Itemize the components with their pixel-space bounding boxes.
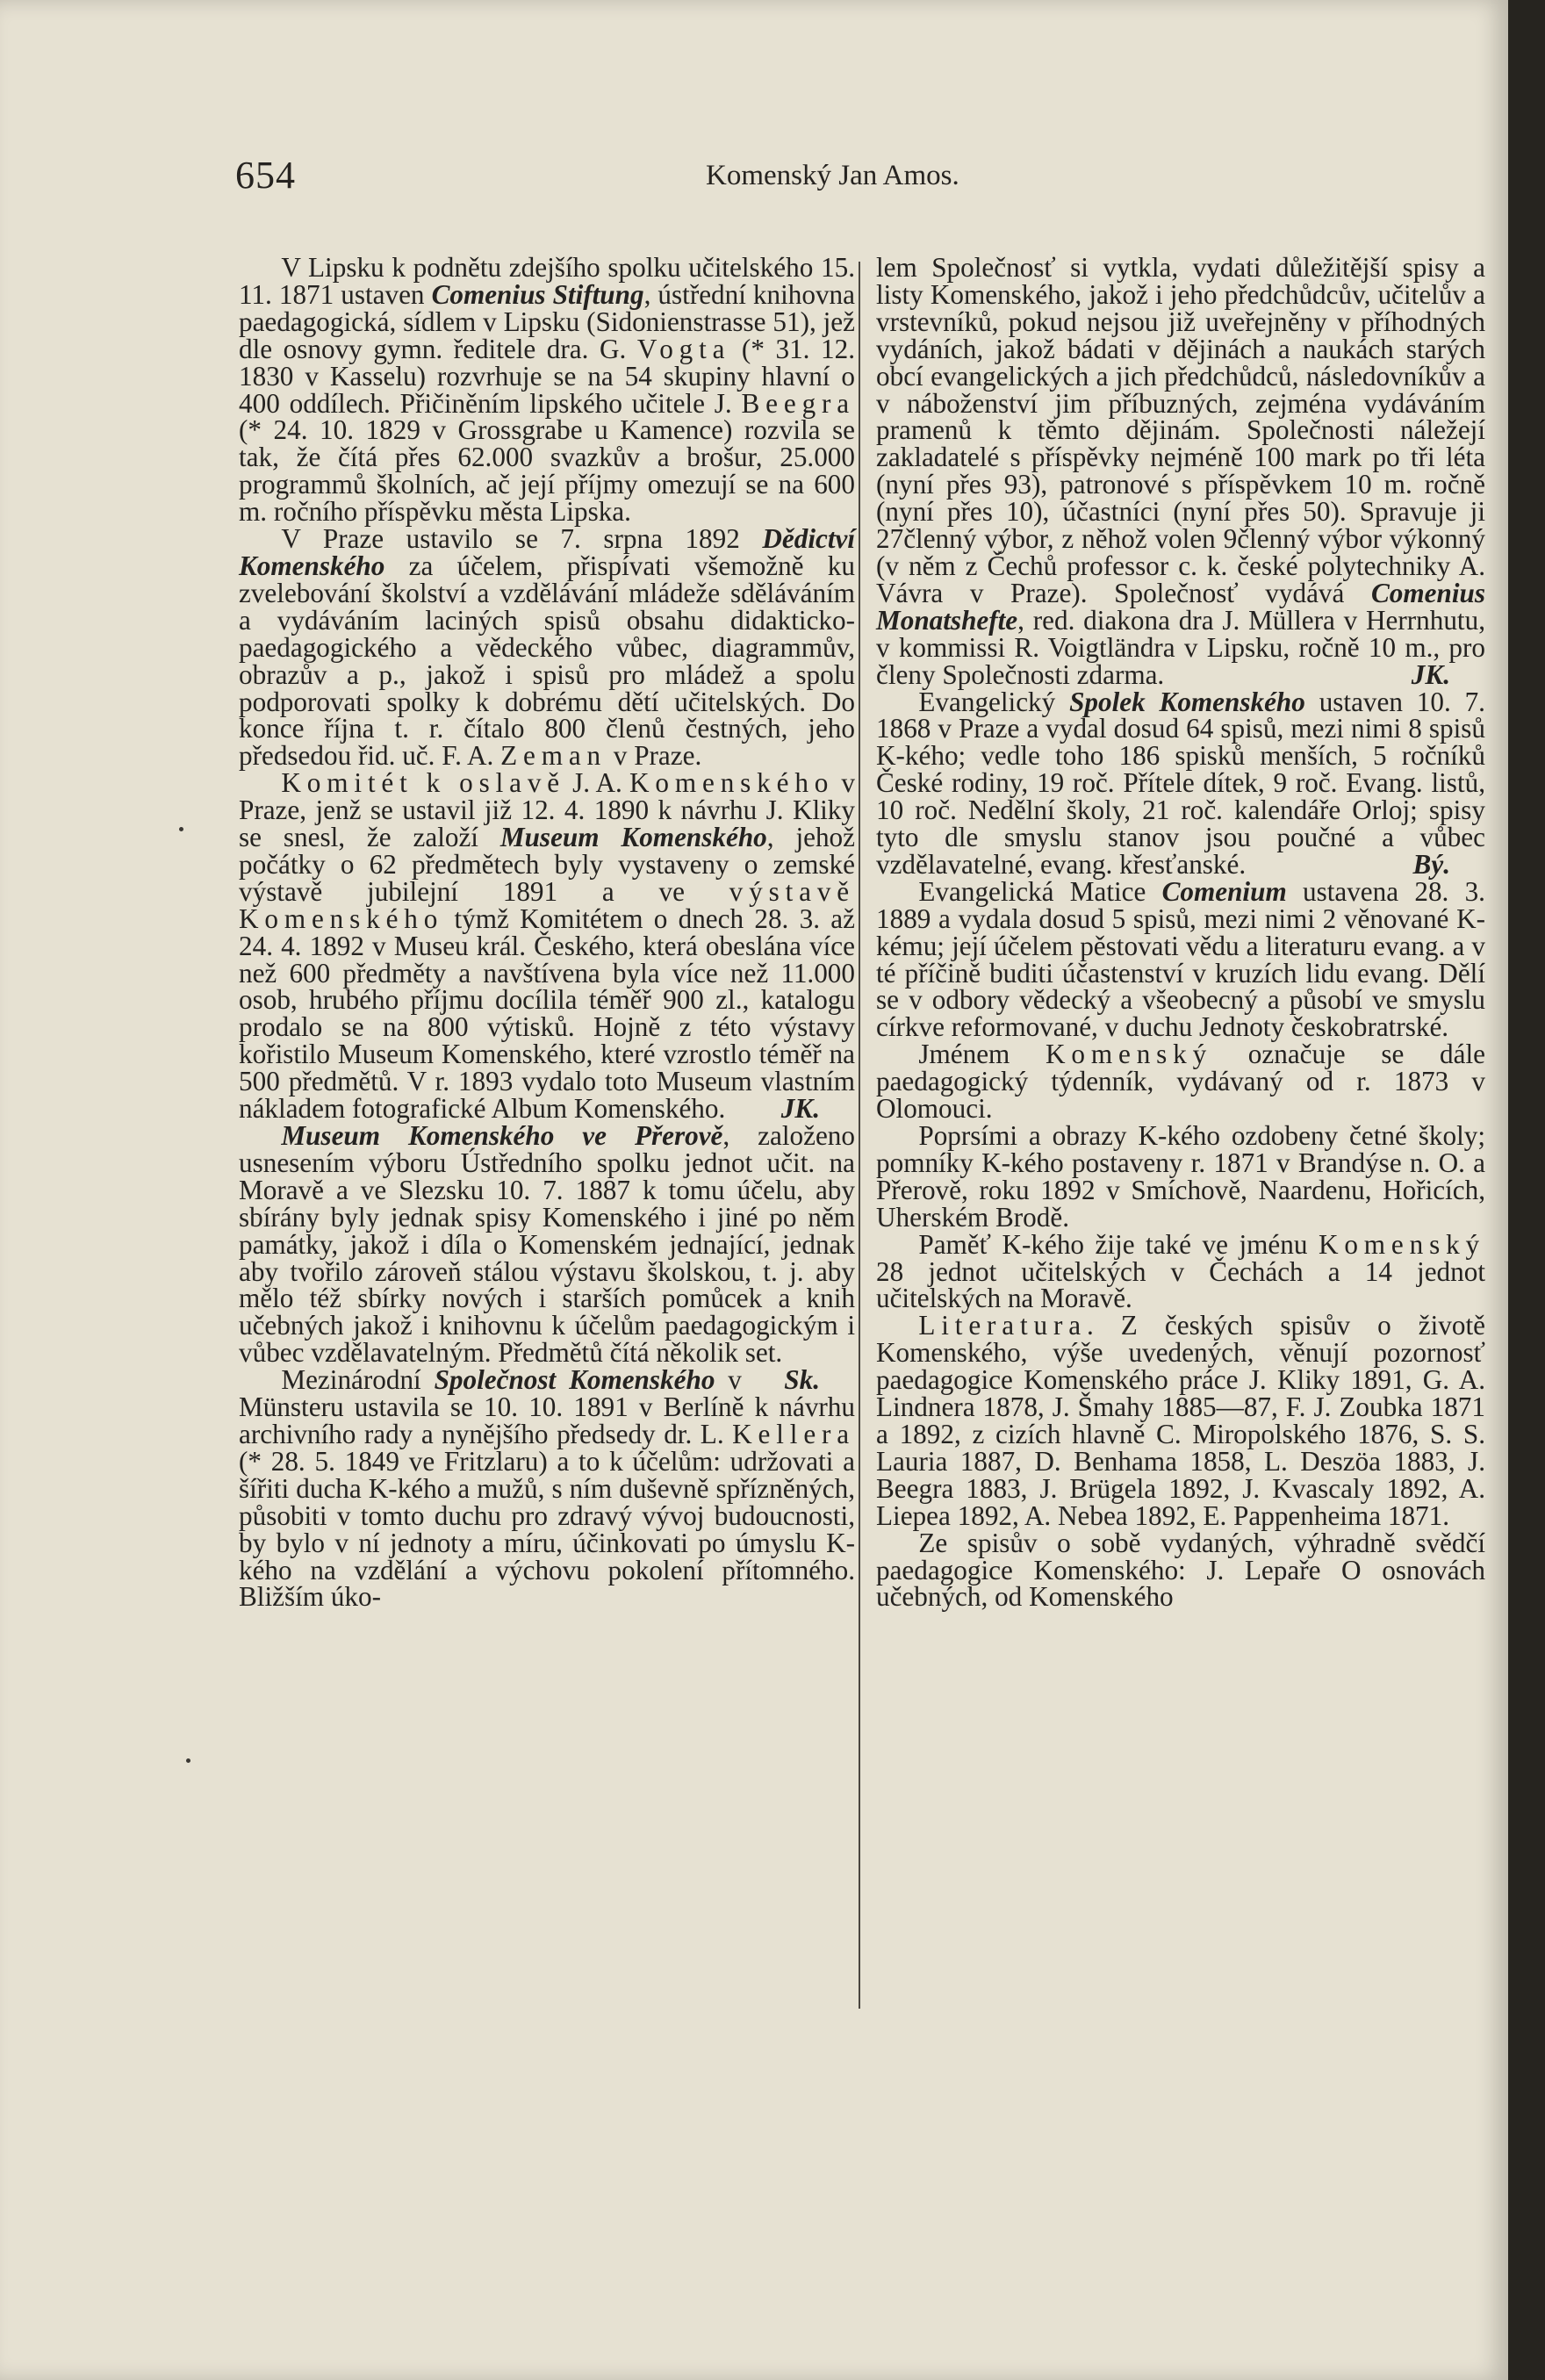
spaced-name: Komenský	[1318, 1228, 1485, 1260]
author-signature: Sk.	[784, 1364, 820, 1396]
paragraph	[876, 686, 1485, 880]
italic-title: Comenius Monatshefte	[876, 577, 1485, 636]
text-run: označuje se dále paedagogický týdenník, vydávaný od r. 1873 v Olomouci.	[876, 1039, 1485, 1125]
text-run: Jménem	[918, 1039, 1046, 1070]
text-run: V Praze ustavilo se 7. srpna 1892	[281, 523, 763, 555]
paragraph	[876, 1527, 1485, 1613]
text-run: za účelem, přispívati všemožně ku zvelebování školství a vzdělávání mládeže sděláváním a vydáváním laciných spisů obsahu didakticko-paedagogického a vědeckého vůbec, diagrammův, obrazův a p., jakož i spisů pro mládež a spolu podporovati spolky k dobrému dětí učitelských. Do konce října t. r. čítalo 800 členů čestných, jeho předsedou řid. uč. F. A.	[239, 550, 855, 772]
text-run: Evangelická Matice	[918, 875, 1162, 907]
spaced-name: Literatura	[918, 1310, 1087, 1341]
italic-title: Spolek Komenského	[1069, 686, 1305, 717]
text-run: týmž Komitétem o dnech 28. 3. až 24. 4. 1892 v Museu král. Českého, která obeslána více než 600 předměty a navštívena byla více než 11.000 osob, hrubého příjmu docílila téměř 900 zl., katalogu prodalo se na 800 výtisků. Hojně z této výstavy kořistilo Museum Komenského, které vzrostlo téměř na 500 předmětů. V r. 1893 vydalo toto Museum vlastním nákladem fotografické Album Komenského.	[239, 902, 855, 1125]
spaced-name: Komitét k oslavě	[281, 767, 565, 799]
margin-speck	[179, 827, 183, 831]
author-signature: JK.	[1411, 658, 1450, 690]
paragraph	[876, 875, 1485, 1043]
paragraph	[239, 523, 855, 772]
text-run: Poprsími a obrazy K-kého ozdobeny četné školy; pomníky K-kého postaveny r. 1871 v Brandýse n. O. a Přerově, roku 1892 v Smíchově, Naardenu, Hořicích, Uherském Brodě.	[876, 1120, 1485, 1233]
text-run: v Münsteru ustavila se 10. 10. 1891 v Berlíně k návrhu archivního rady a nynějšího předsedy dr. L.	[239, 1364, 855, 1449]
italic-title: Comenius Stiftung	[431, 278, 644, 310]
spaced-name: Komenského	[629, 767, 835, 799]
text-run: ustavena 28. 3. 1889 a vydala dosud 5 spisů, mezi nimi 2 věnované K-kému; její účelem pěstovati vědu a literaturu evang. a v té příčině buditi účastenství v kruzích lidu evang. Dělí se v odbory vědecký a všeobecný a působí ve smyslu církve reformované, v duchu Jednoty českobratrské.	[876, 875, 1485, 1043]
text-run: , jehož počátky o 62 předmětech byly vystaveny o zemské výstavě jubilejní 1891 a ve	[239, 822, 855, 907]
text-run: Paměť K-kého žije také ve jménu	[918, 1228, 1319, 1260]
text-run: , založeno usnesením výboru Ústředního spolku jednot učit. na Moravě a ve Slezsku 10. 7. 1887 k tomu účelu, aby sbírány byly jednak spisy Komenského i jiné po něm památky, jakož i díla o Komenském jednající, jednak aby tvořilo zároveň stálou výstavu školskou, t. j. aby mělo též sbírky nových i starších pomůcek a knih učebných jakož i knihovnu k účelům paedagogickým i vůbec vzdělavatelným. Předmětů čítá několik set.	[239, 1120, 855, 1369]
text-run: , red. diakona dra J. Müllera v Herrnhutu, v kommissi R. Voigtländra v Lipsku, ročně 10 m., pro členy Společnosti zdarma.	[876, 604, 1485, 690]
italic-title: Comenium	[1161, 875, 1287, 907]
italic-title: Společnost Komenského	[434, 1364, 715, 1396]
margin-speck	[186, 1758, 190, 1763]
paragraph	[876, 1228, 1485, 1314]
text-run: . Z českých spisův o životě Komenského, výše uvedených, věnují pozornosť paedagogice Komenského práce J. Kliky 1891, G. A. Lindnera 1878, J. Šmahy 1885—87, F. J. Zoubka 1871 a 1892, z cizích hlavně C. Miropolského 1876, S. S. Lauria 1887, D. Benhama 1858, L. Deszöa 1883, J. Beegra 1883, J. Brügela 1892, J. Kvascaly 1892, A. Liepea 1892, A. Nebea 1892, E. Pappenheima 1871.	[876, 1310, 1485, 1531]
paragraph	[876, 1312, 1485, 1529]
text-run: v Praze.	[607, 740, 702, 772]
text-run: ustaven 10. 7. 1868 v Praze a vydal dosud 64 spisů, mezi nimi 8 spisů K-kého; vedle toho 186 spisků menších, 5 ročníků České rodiny, 19 roč. Přítele dítek, 9 roč. Evang. listů, 10 roč. Nedělní školy, 21 roč. kalendáře Orloj; spisy tyto dle smyslu stanov jsou poučné a vůbec vzdělavatelné, evang. křesťanské.	[876, 686, 1485, 880]
running-head: Komenský Jan Amos.	[706, 160, 959, 191]
spaced-name: Komenský	[1046, 1039, 1213, 1070]
column-divider	[859, 262, 860, 2009]
text-run: V Lipsku k podnětu zdejšího spolku učitelského 15. 11. 1871 ustaven	[239, 252, 855, 310]
page-number: 654	[235, 154, 296, 197]
right-column	[876, 252, 1485, 1613]
paragraph	[876, 1041, 1485, 1123]
text-run: (* 31. 12. 1830 v Kasselu) rozvrhuje se na 54 skupiny hlavní o 400 oddílech. Přičiněním lipského učitele J.	[239, 333, 856, 419]
paragraph	[876, 252, 1485, 690]
text-run: J. A.	[565, 767, 630, 799]
spaced-name: Kellera	[732, 1418, 855, 1449]
text-run: Ze spisův o sobě vydaných, výhradně svědčí paedagogice Komenského: J. Lepaře O osnovách učebných, od Komenského	[876, 1527, 1485, 1613]
text-run: (* 24. 10. 1829 v Grossgrabe u Kamence) rozvila se tak, že čítá přes 62.000 svazkův a brošur, 25.000 programmů školních, ač její příjmy omezují se na 600 m. ročního příspěvku města Lipska.	[239, 414, 855, 528]
text-run: (* 28. 5. 1849 ve Fritzlaru) a to k účelům: udržovati a šířiti ducha K-kého a mužů, s ním duševně spřízněných, působiti v tomto duchu pro zdravý vývoj budoucnosti, by bylo v ní jednoty a míru, účinkovati po úmyslu K-kého na vzdělání a výchovu pokolení přítomného. Bližším úko-	[239, 1445, 855, 1613]
author-signature: Bý.	[1412, 848, 1450, 880]
paragraph	[239, 767, 856, 1125]
text-run: Evangelický	[918, 686, 1070, 717]
text-run: Mezinárodní	[281, 1364, 435, 1396]
text-run: 28 jednot učitelských v Čechách a 14 jednot učitelských na Moravě.	[876, 1255, 1485, 1314]
paragraph	[239, 252, 856, 528]
paragraph	[876, 1120, 1485, 1233]
italic-title: Dědictví Komenského	[239, 523, 855, 581]
italic-title: Museum Komenského ve Přerově	[281, 1120, 723, 1151]
left-column	[239, 252, 856, 1613]
spaced-name: Zeman	[500, 740, 607, 772]
spaced-name: Beegra	[741, 387, 855, 419]
text-run: lem Společnosť si vytkla, vydati důležitější spisy a listy Komenského, jakož i jeho předchůdcův, učitelův a vrstevníků, pokud nejsou již uveřejněny v příhodných vydáních, jakož bádati v dějinách a naukách starých obcí evangelických a jich předchůdců, následovníkův a v náboženství jim příbuzných, zejména vydáváním pramenů k těmto dějinám. Společnosti náležejí zakladatelé s příspěvky nejméně 100 mark po tři léta (nyní přes 93), patronové s příspěvkem 10 m. ročně (nyní přes 10), účastníci (nyní přes 50). Spravuje ji 27členný výbor, z něhož volen 9členný výbor výkonný (v něm z Čechů professor c. k. české polytechniky A. Vávra v Praze). Společnosť vydává	[876, 252, 1485, 608]
italic-title: Museum Komenského	[499, 822, 767, 853]
spaced-name: výstavě Komenského	[239, 875, 855, 934]
text-run: v Praze, jenž se ustavil již 12. 4. 1890 k návrhu J. Kliky se snesl, že založí	[239, 767, 856, 853]
paragraph	[239, 1364, 855, 1613]
text-run: , ústřední knihovna paedagogická, sídlem v Lipsku (Sidonienstrasse 51), jež dle osnovy gymn. ředitele dra. G.	[239, 278, 855, 364]
author-signature: JK.	[780, 1093, 820, 1125]
spaced-name: Vogta	[636, 333, 731, 364]
